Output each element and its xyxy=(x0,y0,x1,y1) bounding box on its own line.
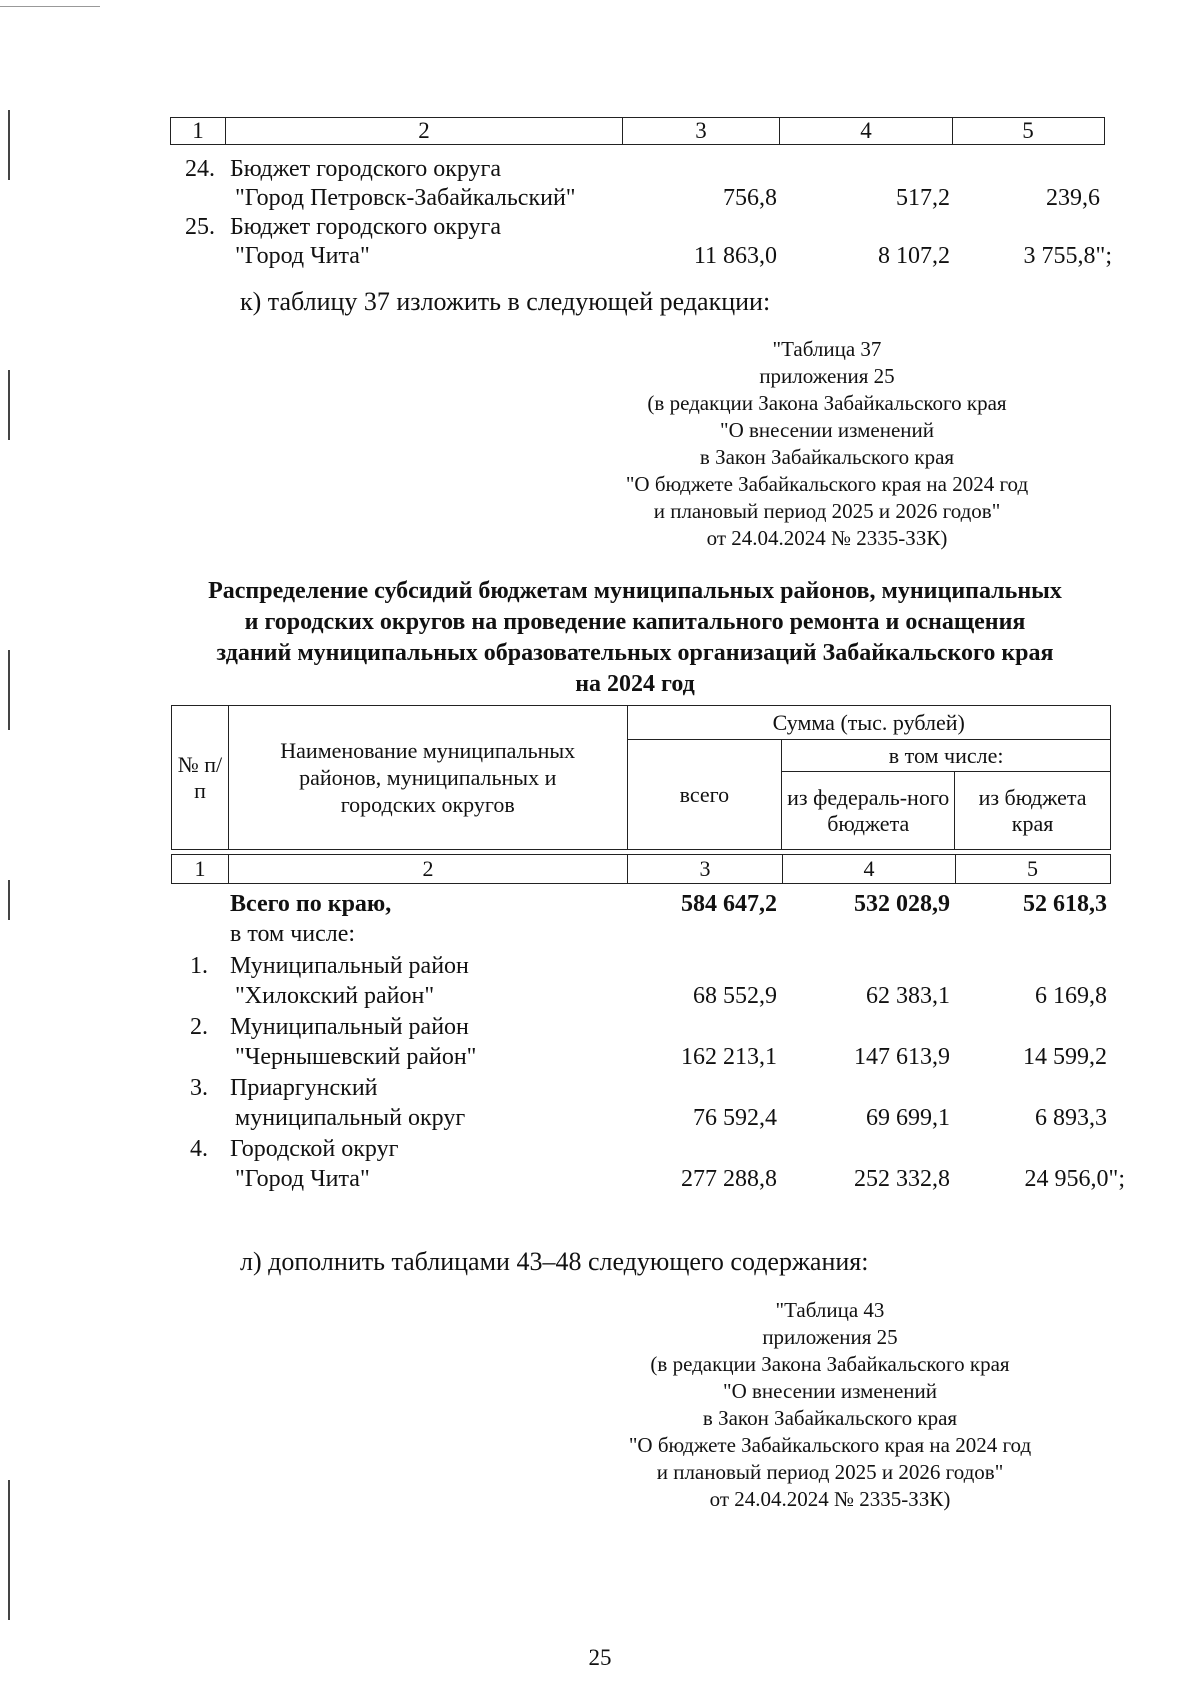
table-43-annotation xyxy=(590,1297,1070,1513)
colnum-4: 4 xyxy=(783,855,956,883)
table-37-annotation xyxy=(587,336,1067,552)
value-total: 756,8 xyxy=(723,185,777,211)
table-37-column-numbers xyxy=(171,854,1111,884)
title-line: на 2024 год xyxy=(575,671,695,697)
scan-edge-mark xyxy=(8,1480,10,1620)
page-number: 25 xyxy=(588,1645,612,1670)
continuation-table-header xyxy=(170,117,1105,145)
header-federal: из федераль-ного бюджета xyxy=(782,772,955,850)
title-line: Распределение субсидий бюджетам муниципальных районов, муниципальных xyxy=(208,578,1062,604)
total-federal: 532 028,9 xyxy=(854,891,950,917)
table-37-header xyxy=(171,705,1111,850)
value-total: 68 552,9 xyxy=(693,983,777,1009)
row-name-line2: "Хилокский район" xyxy=(235,983,435,1009)
scan-edge-mark xyxy=(8,370,10,440)
annotation-line: "О бюджете Забайкальского края на 2024 год xyxy=(625,472,1029,496)
row-name-line2: "Город Петровск-Забайкальский" xyxy=(235,185,576,211)
paragraph-k: к) таблицу 37 изложить в следующей редакции: xyxy=(240,287,771,316)
colnum-5: 5 xyxy=(1027,856,1038,881)
header-number: № п/п xyxy=(172,706,229,850)
value-total: 162 213,1 xyxy=(681,1044,777,1070)
header-regional: из бюджета края xyxy=(955,772,1111,850)
colnum-2: 2 xyxy=(229,855,628,883)
header-including: в том числе: xyxy=(782,740,1111,772)
value-total: 76 592,4 xyxy=(693,1105,777,1131)
annotation-line: и плановый период 2025 и 2026 годов" xyxy=(653,499,1001,523)
annotation-line: "Таблица 37 xyxy=(772,337,882,361)
row-name-line2: "Чернышевский район" xyxy=(235,1044,477,1070)
annotation-line: (в редакции Закона Забайкальского края xyxy=(647,391,1007,415)
annotation-line: приложения 25 xyxy=(759,364,895,388)
header-sum: Сумма (тыс. рублей) xyxy=(627,706,1110,740)
annotation-line: и плановый период 2025 и 2026 годов" xyxy=(656,1460,1004,1484)
row-number: 24. xyxy=(185,156,215,182)
scan-edge-mark xyxy=(8,650,10,730)
value-col5: 3 755,8"; xyxy=(1023,243,1112,269)
value-federal: 147 613,9 xyxy=(854,1044,950,1070)
annotation-line: от 24.04.2024 № 2335-ЗЗК) xyxy=(706,526,948,550)
value-total: 11 863,0 xyxy=(693,243,777,269)
title-line: и городских округов на проведение капитального ремонта и оснащения xyxy=(244,609,1026,635)
annotation-line: в Закон Забайкальского края xyxy=(702,1406,958,1430)
scan-edge-mark xyxy=(8,880,10,920)
row-name-line1: Городской округ xyxy=(230,1136,399,1162)
row-number: 3. xyxy=(190,1075,208,1101)
annotation-line: (в редакции Закона Забайкальского края xyxy=(650,1352,1010,1376)
scan-edge-mark xyxy=(8,110,10,180)
col-1: 1 xyxy=(171,118,226,144)
table-37-title xyxy=(160,576,1110,700)
colnum-3: 3 xyxy=(628,855,783,883)
row-number: 25. xyxy=(185,214,215,240)
annotation-line: "О бюджете Забайкальского края на 2024 год xyxy=(628,1433,1032,1457)
row-name-line2: "Город Чита" xyxy=(235,1166,370,1192)
col-2: 2 xyxy=(226,118,623,144)
col-3: 3 xyxy=(623,118,780,144)
annotation-line: в Закон Забайкальского края xyxy=(699,445,955,469)
paragraph-l: л) дополнить таблицами 43–48 следующего содержания: xyxy=(240,1247,869,1276)
total-value: 584 647,2 xyxy=(681,891,777,917)
value-regional: 24 956,0"; xyxy=(1024,1166,1125,1192)
annotation-line: "Таблица 43 xyxy=(775,1298,885,1322)
colnum-1: 1 xyxy=(172,855,229,883)
value-federal: 252 332,8 xyxy=(854,1166,950,1192)
row-number: 1. xyxy=(190,953,208,979)
value-regional: 6 169,8 xyxy=(1035,983,1107,1009)
value-federal: 62 383,1 xyxy=(866,983,950,1009)
value-col4: 517,2 xyxy=(896,185,950,211)
row-name-line1: Приаргунский xyxy=(230,1075,378,1101)
col-5: 5 xyxy=(1022,118,1034,143)
value-regional: 14 599,2 xyxy=(1023,1044,1107,1070)
annotation-line: приложения 25 xyxy=(762,1325,898,1349)
total-regional: 52 618,3 xyxy=(1023,891,1107,917)
row-name-line1: Бюджет городского округа xyxy=(230,214,502,240)
value-total: 277 288,8 xyxy=(681,1166,777,1192)
row-name-line1: Муниципальный район xyxy=(230,953,469,979)
value-col5: 239,6 xyxy=(1046,185,1100,211)
total-sublabel: в том числе: xyxy=(230,921,356,947)
row-name-line1: Муниципальный район xyxy=(230,1014,469,1040)
title-line: зданий муниципальных образовательных организаций Забайкальского края xyxy=(216,640,1054,666)
value-federal: 69 699,1 xyxy=(866,1105,950,1131)
header-total: всего xyxy=(627,740,782,850)
annotation-line: от 24.04.2024 № 2335-ЗЗК) xyxy=(709,1487,951,1511)
col-4: 4 xyxy=(780,118,953,144)
row-name-line2: "Город Чита" xyxy=(235,243,370,269)
annotation-line: "О внесении изменений xyxy=(720,418,934,442)
row-number: 2. xyxy=(190,1014,208,1040)
row-name-line2: муниципальный округ xyxy=(235,1105,466,1131)
value-regional: 6 893,3 xyxy=(1035,1105,1107,1131)
total-label: Всего по краю, xyxy=(230,891,392,917)
header-name: Наименование муниципальных районов, муниципальных и городских округов xyxy=(228,706,627,850)
row-number: 4. xyxy=(190,1136,208,1162)
annotation-line: "О внесении изменений xyxy=(723,1379,937,1403)
row-name-line1: Бюджет городского округа xyxy=(230,156,502,182)
value-col4: 8 107,2 xyxy=(878,243,950,269)
scan-top-line xyxy=(0,6,100,7)
